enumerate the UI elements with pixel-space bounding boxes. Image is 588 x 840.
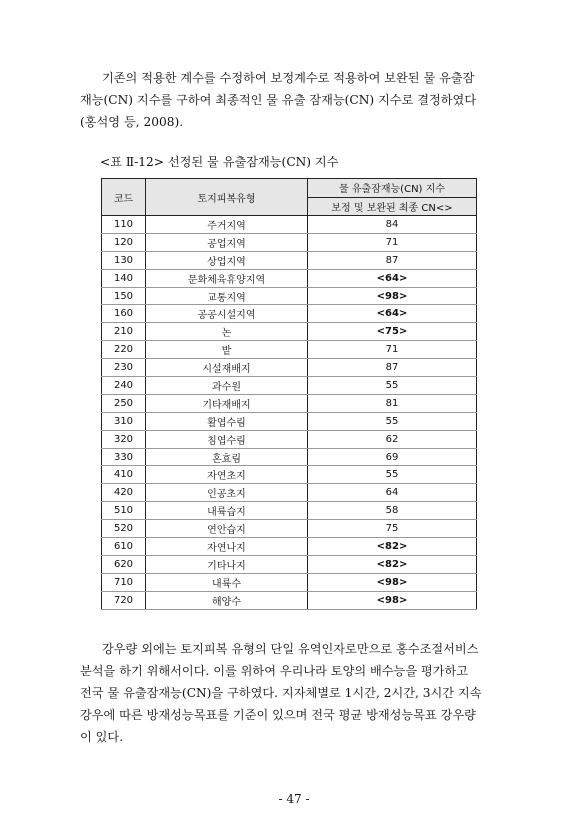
row-land-cover-type: 침엽수림 [146, 430, 308, 448]
row-cn-value: 62 [308, 430, 477, 448]
row-cn-value: 58 [308, 502, 477, 520]
row-code: 150 [102, 287, 146, 305]
row-code: 510 [102, 502, 146, 520]
row-land-cover-type: 내륙습지 [146, 502, 308, 520]
row-code: 330 [102, 448, 146, 466]
row-cn-value: 69 [308, 448, 477, 466]
row-land-cover-type: 논 [146, 323, 308, 341]
table-caption: <표 Ⅱ-12> 선정된 물 유출잠재능(CN) 지수 [100, 155, 339, 169]
table-row [102, 448, 477, 466]
row-code: 250 [102, 394, 146, 412]
table-row [102, 323, 477, 341]
row-code: 720 [102, 591, 146, 609]
body-line-4: 강우에 따른 방재성능목표를 기준이 있으며 전국 평균 방재성능목표 강우량 [80, 708, 476, 722]
table-body [102, 216, 477, 610]
row-land-cover-type: 내륙수 [146, 573, 308, 591]
row-code: 420 [102, 484, 146, 502]
table-row [102, 251, 477, 269]
row-cn-value: <98> [308, 573, 477, 591]
row-cn-value: 55 [308, 412, 477, 430]
row-code: 220 [102, 341, 146, 359]
row-land-cover-type: 상업지역 [146, 251, 308, 269]
table-row [102, 269, 477, 287]
row-land-cover-type: 기타나지 [146, 555, 308, 573]
row-land-cover-type: 과수원 [146, 377, 308, 395]
row-code: 160 [102, 305, 146, 323]
table-row [102, 341, 477, 359]
table-row [102, 430, 477, 448]
table-row [102, 520, 477, 538]
row-cn-value: <98> [308, 287, 477, 305]
body-line-1: 강우량 외에는 토지피복 유형의 단일 유역인자로만으로 홍수조절서비스 [102, 642, 479, 656]
row-code: 520 [102, 520, 146, 538]
table-row [102, 412, 477, 430]
row-land-cover-type: 인공초지 [146, 484, 308, 502]
body-line-5: 이 있다. [80, 730, 124, 744]
row-land-cover-type: 공업지역 [146, 233, 308, 251]
row-cn-value: 75 [308, 520, 477, 538]
row-land-cover-type: 혼효림 [146, 448, 308, 466]
row-code: 210 [102, 323, 146, 341]
table-row [102, 555, 477, 573]
row-code: 230 [102, 359, 146, 377]
table-row [102, 502, 477, 520]
header-cn-index: 물 유출잠재능(CN) 지수 [308, 179, 477, 198]
row-land-cover-type: 해양수 [146, 591, 308, 609]
row-land-cover-type: 주거지역 [146, 216, 308, 234]
table-row [102, 394, 477, 412]
row-cn-value: 87 [308, 359, 477, 377]
table-row [102, 591, 477, 609]
row-code: 320 [102, 430, 146, 448]
row-cn-value: 71 [308, 233, 477, 251]
row-land-cover-type: 활엽수림 [146, 412, 308, 430]
row-cn-value: <75> [308, 323, 477, 341]
body-paragraph [80, 638, 510, 748]
row-code: 620 [102, 555, 146, 573]
row-land-cover-type: 공공시설지역 [146, 305, 308, 323]
table-row [102, 359, 477, 377]
row-code: 110 [102, 216, 146, 234]
row-cn-value: 87 [308, 251, 477, 269]
row-land-cover-type: 교통지역 [146, 287, 308, 305]
table-row [102, 573, 477, 591]
row-cn-value: 81 [308, 394, 477, 412]
row-land-cover-type: 자연나지 [146, 538, 308, 556]
table-row [102, 538, 477, 556]
intro-line-3: (홍석영 등, 2008). [80, 115, 184, 129]
row-land-cover-type: 자연초지 [146, 466, 308, 484]
row-land-cover-type: 문화체육휴양지역 [146, 269, 308, 287]
header-final-cn: 보정 및 보완된 최종 CN<> [308, 197, 477, 216]
intro-line-2: 재능(CN) 지수를 구하여 최종적인 물 유출 잠재능(CN) 지수로 결정하였다 [80, 93, 477, 107]
row-code: 130 [102, 251, 146, 269]
row-cn-value: 55 [308, 377, 477, 395]
row-cn-value: 71 [308, 341, 477, 359]
table-row [102, 233, 477, 251]
row-cn-value: <64> [308, 269, 477, 287]
row-land-cover-type: 기타재배지 [146, 394, 308, 412]
header-code: 코드 [102, 179, 146, 216]
body-line-3: 전국 물 유출잠재능(CN)을 구하였다. 지자체별로 1시간, 2시간, 3시간 지속 [80, 686, 482, 700]
row-cn-value: 55 [308, 466, 477, 484]
cn-index-table [101, 178, 477, 610]
table-row [102, 466, 477, 484]
row-cn-value: <64> [308, 305, 477, 323]
row-cn-value: 84 [308, 216, 477, 234]
body-line-2: 분석을 하기 위해서이다. 이를 위하여 우리나라 토양의 배수능을 평가하고 [80, 664, 469, 678]
row-land-cover-type: 밭 [146, 341, 308, 359]
intro-paragraph [80, 67, 510, 133]
row-code: 410 [102, 466, 146, 484]
row-cn-value: <82> [308, 555, 477, 573]
row-code: 120 [102, 233, 146, 251]
table-header-row [102, 179, 477, 198]
table-row [102, 377, 477, 395]
row-cn-value: 64 [308, 484, 477, 502]
intro-line-1: 기존의 적용한 계수를 수정하여 보정계수로 적용하여 보완된 물 유출잠 [102, 71, 475, 85]
row-code: 310 [102, 412, 146, 430]
row-cn-value: <82> [308, 538, 477, 556]
row-code: 610 [102, 538, 146, 556]
row-cn-value: <98> [308, 591, 477, 609]
table-row [102, 484, 477, 502]
table-row [102, 287, 477, 305]
table-row [102, 305, 477, 323]
row-code: 240 [102, 377, 146, 395]
table-row [102, 216, 477, 234]
row-land-cover-type: 연안습지 [146, 520, 308, 538]
page-number: - 47 - [278, 792, 310, 806]
row-land-cover-type: 시설재배지 [146, 359, 308, 377]
row-code: 140 [102, 269, 146, 287]
row-code: 710 [102, 573, 146, 591]
header-land-cover-type: 토지피복유형 [146, 179, 308, 216]
